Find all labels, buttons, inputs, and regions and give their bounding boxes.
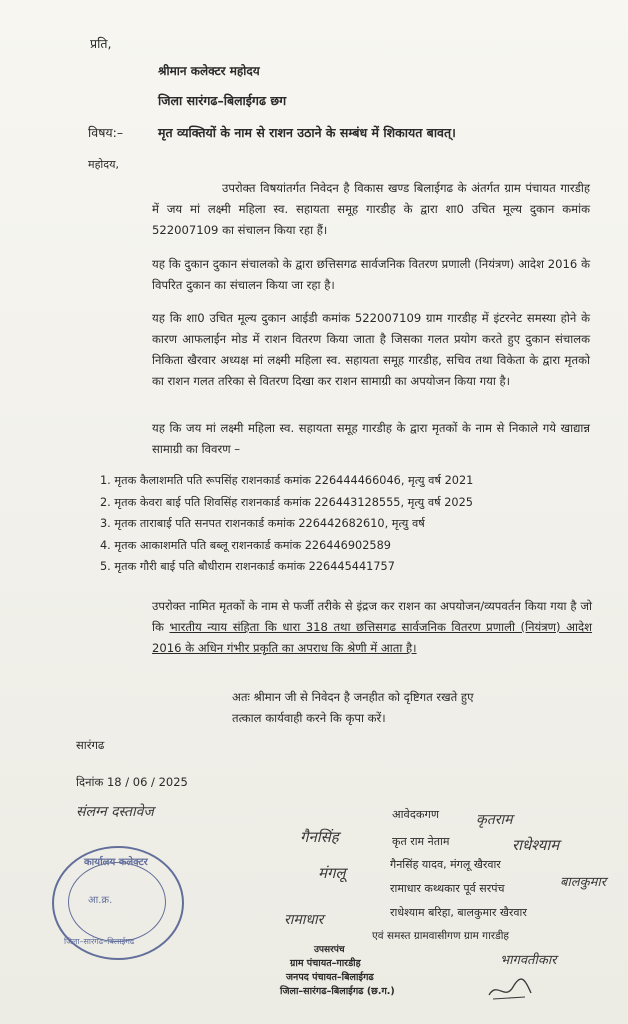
prati-label: प्रति, — [90, 36, 112, 51]
date-value: 18 / 06 / 2025 — [106, 775, 188, 789]
salutation: महोदय, — [88, 158, 119, 171]
signature-ramadhar: रामाधार — [284, 912, 324, 928]
list-item: 2. मृतक केवरा बाई पति शिवसिंह राशनकार्ड कमांक 226443128555, मृत्यु वर्ष 2025 — [100, 495, 473, 509]
paragraph-4-text: यह कि जय मां लक्ष्मी महिला स्व. सहायता समूह गारडीह के द्वारा मृतकों के नाम से निकाले गये खाद्यान्न सामाग्री का विवरण – — [152, 421, 590, 456]
list-item: 3. मृतक ताराबाई पति सनपत राशनकार्ड कमांक 226442682610, मृत्यु वर्ष — [100, 517, 425, 530]
enclosure-handwritten: संलग्न दस्तावेज — [76, 804, 154, 820]
office-stamp — [52, 846, 184, 960]
request-line-2: तत्काल कार्यवाही करने कि कृपा करें। — [232, 711, 386, 725]
paragraph-4 — [152, 418, 590, 460]
seal-line-2: ग्राम पंचायत–गारडीह — [290, 958, 361, 969]
stamp-bottom-text: जिला–सारंगढ–बिलाईगढ — [64, 937, 135, 946]
date-line — [76, 775, 188, 789]
signature-balkumar: बालकुमार — [560, 875, 607, 890]
date-label: दिनांक — [76, 775, 104, 789]
seal-line-4: जिला–सारंगढ–बिलाईगढ (छ.ग.) — [280, 986, 395, 997]
stamp-top-text: कार्यालय कलेक्टर — [84, 857, 148, 868]
signature-scribble — [485, 975, 535, 1005]
signature-radheshyam: राधेश्याम — [512, 836, 560, 854]
stamp-inner-ring — [68, 862, 166, 942]
recipient-line-1: श्रीमान कलेक्टर महोदय — [158, 64, 260, 78]
paragraph-1 — [152, 178, 590, 241]
request-line-1: अतः श्रीमान जी से निवेदन है जनहीत को दृष्टिगत रखते हुए — [232, 690, 474, 704]
paragraph-2-text: यह कि दुकान दुकान संचालको के द्वारा छत्तिसगढ सार्वजनिक वितरण प्रणाली (नियंत्रण) आदेश 2016 के विपरित दुकान का संचालन किया जा रहा है। — [152, 257, 590, 292]
signature-gainsingh: गैनसिंह — [300, 828, 339, 846]
paragraph-1-text: उपरोक्त विषयांतर्गत निवेदन है विकास खण्ड बिलाईगढ के अंतर्गत ग्राम पंचायत गारडीह में जय मां लक्ष्मी महिला स्व. सहायता समूह गारडीह के द्वारा शा0 उचित मूल्य दुकान कमांक 522007109 का संचालन किया रहा हैं। — [152, 181, 590, 237]
seal-line-1: उपसरपंच — [314, 945, 345, 955]
list-item: 1. मृतक कैलाशमति पति रूपसिंह राशनकार्ड कमांक 226444466046, मृत्यु वर्ष 2021 — [100, 474, 474, 487]
applicant-line: गैनसिंह यादव, मंगलू खैरवार — [390, 858, 501, 871]
paragraph-3-text: यह कि शा0 उचित मूल्य दुकान आईडी कमांक 522007109 ग्राम गारडीह में इंटरनेट समस्या होने के कारण आफलाईन मोड में राशन वितरण किया जाता है जिसका गलत प्रयोग करते हुए दुकान संचालक निकिता खैरवार अध्यक्ष मां लक्ष्मी महिला स्व. सहायता समूह गारडीह, सचिव तथा विकेता के द्वारा मृतको का राशन गलत तरिका से वितरण दिखा कर राशन सामाग्री का अपयोजन किया गया है। — [152, 311, 590, 388]
signature-bhagwati: भागवतीकार — [500, 953, 557, 968]
list-item: 4. मृतक आकाशमति पति बब्लू राशनकार्ड कमांक 226446902589 — [100, 538, 391, 552]
signature-kritram: कृतराम — [476, 812, 513, 828]
subject-text: मृत व्यक्तियों के नाम से राशन उठाने के सम्बंध में शिकायत बावत्। — [158, 125, 456, 140]
applicants-heading: आवेदकगण — [392, 808, 440, 821]
legal-section-text: भारतीय न्याय संहिता कि धारा 318 तथा छत्तिसगढ सार्वजनिक वितरण प्रणाली (नियंत्रण) आदेश 2016 के अधिन गंभीर प्रकृति का अपराध कि श्रेणी में आता है। — [152, 620, 592, 655]
applicant-line: कृत राम नेताम — [392, 835, 450, 848]
applicant-line: एवं समस्त ग्रामवासीगण ग्राम गारडीह — [372, 930, 509, 942]
applicant-line: राधेश्याम बरिहा, बालकुमार खैरवार — [390, 906, 527, 919]
subject-label: विषय:– — [88, 125, 124, 140]
recipient-line-2: जिला सारंगढ–बिलाईगढ छग — [158, 93, 287, 108]
deceased-list — [100, 470, 473, 578]
paragraph-2 — [152, 254, 590, 296]
paragraph-3 — [152, 308, 590, 392]
stamp-middle-text: आ.क्र. — [88, 895, 113, 906]
signature-manglu: मंगलू — [318, 864, 346, 882]
seal-line-3: जनपद पंचायत–बिलाईगढ — [286, 972, 374, 983]
list-item: 5. मृतक गौरी बाई पति बौधीराम राशनकार्ड कमांक 226445441757 — [100, 560, 395, 573]
applicant-line: रामाधार कथ्थकार पूर्व सरपंच — [390, 882, 505, 895]
closing-paragraph — [152, 596, 592, 659]
place-label: सारंगढ — [76, 738, 105, 752]
closing-paragraph-text: उपरोक्त नामित मृतकों के नाम से फर्जी तरीके से इंद्रज कर राशन का अपयोजन/व्यपवर्तन किया गया है जो कि — [152, 599, 592, 634]
